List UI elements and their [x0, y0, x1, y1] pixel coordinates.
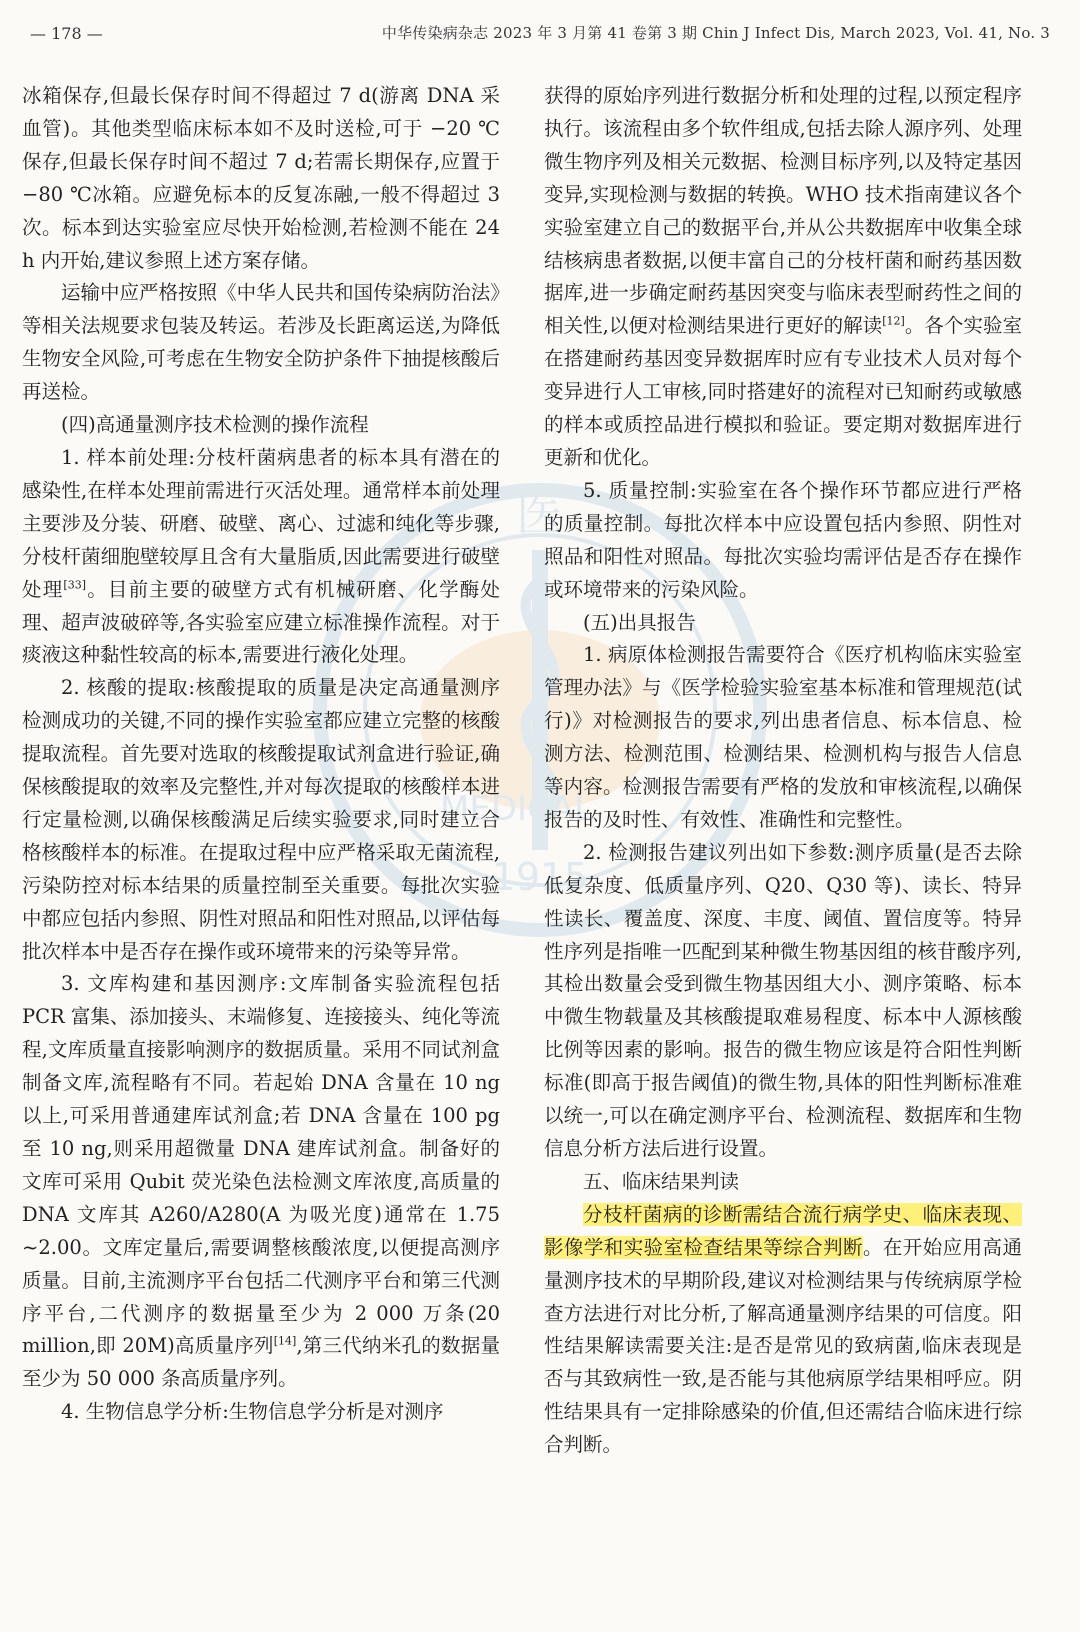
- page-header: [30, 18, 1050, 52]
- citation: [14]: [273, 1334, 297, 1348]
- right-column: [544, 80, 1022, 1462]
- watermark-char: 医: [515, 486, 565, 542]
- section-heading: 五、临床结果判读: [583, 1169, 740, 1193]
- paragraph: 4. 生物信息学分析:生物信息学分析是对测序: [61, 1400, 444, 1424]
- paragraph: 分枝杆菌病的诊断需结合流行病学史、临床表现、影像学和实验室检查结果等综合判断。在开始应用高通量测序技术的早期阶段,建议对检测结果与传统病原学检查方法进行对比分析,了解高通量测序结果的可信度。阳性结果解读需要关注:是否是常见的致病菌,临床表现是否与其致病性一致,是否能与其他病原学结果相呼应。阴性结果具有一定排除感染的价值,但还需结合临床进行综合判断。: [544, 1202, 1022, 1457]
- paragraph: 冰箱保存,但最长保存时间不得超过 7 d(游离 DNA 采血管)。其他类型临床标本如不及时送检,可于 −20 ℃保存,但最长保存时间不超过 7 d;若需长期保存,应置于 −80 ℃冰箱。应避免标本的反复冻融,一般不得超过 3 次。标本到达实验室应尽快开始检测,若检测不能在 24 h 内开始,建议参照上述方案存储。: [22, 84, 500, 272]
- paragraph: 5. 质量控制:实验室在各个操作环节都应进行严格的质量控制。每批次样本中应设置包括内参照、阴性对照品和阳性对照品。每批次实验均需评估是否存在操作或环境带来的污染风险。: [544, 478, 1022, 601]
- paragraph: 1. 样本前处理:分枝杆菌病患者的标本具有潜在的感染性,在样本处理前需进行灭活处理。通常样本前处理主要涉及分装、研磨、破壁、离心、过滤和纯化等步骤,分枝杆菌细胞壁较厚且含有大量脂质,因此需要进行破壁处理[33]。目前主要的破壁方式有机械研磨、化学酶处理、超声波破碎等,各实验室应建立标准操作流程。对于痰液这种黏性较高的标本,需要进行液化处理。: [22, 445, 500, 667]
- paragraph: 2. 核酸的提取:核酸提取的质量是决定高通量测序检测成功的关键,不同的操作实验室都应建立完整的核酸提取流程。首先要对选取的核酸提取试剂盒进行验证,确保核酸提取的效率及完整性,并对每次提取的核酸样本进行定量检测,以确保核酸满足后续实验要求,同时建立合格核酸样本的标准。在提取过程中应严格采取无菌流程,污染防控对标本结果的质量控制至关重要。每批次实验中都应包括内参照、阴性对照品和阳性对照品,以评估每批次样本中是否存在操作或环境带来的污染等异常。: [22, 676, 500, 963]
- paragraph: 1. 病原体检测报告需要符合《医疗机构临床实验室管理办法》与《医学检验实验室基本标准和管理规范(试行)》对检测报告的要求,列出患者信息、标本信息、检测方法、检测范围、检测结果、检测机构与报告人信息等内容。检测报告需要有严格的发放和审核流程,以确保报告的及时性、有效性、准确性和完整性。: [544, 643, 1022, 831]
- journal-title: 中华传染病杂志 2023 年 3 月第 41 卷第 3 期 Chin J Infect Dis, March 2023, Vol. 41, No. 3: [381, 24, 1050, 42]
- citation: [33]: [63, 578, 86, 592]
- paragraph: 运输中应严格按照《中华人民共和国传染病防治法》等相关法规要求包装及转运。若涉及长距离运送,为降低生物安全风险,可考虑在生物安全防护条件下抽提核酸后再送检。: [22, 281, 500, 404]
- page-number: — 178 —: [30, 24, 103, 43]
- watermark-year: 1915: [491, 855, 589, 899]
- section-heading: (四)高通量测序技术检测的操作流程: [61, 413, 369, 437]
- watermark-word: MEDICAL: [440, 789, 593, 829]
- highlighted-text: 分枝杆菌病的诊断需结合流行病学史、临床表现、影像学和实验室检查结果等综合判断: [544, 1202, 1022, 1259]
- paragraph: 获得的原始序列进行数据分析和处理的过程,以预定程序执行。该流程由多个软件组成,包括去除人源序列、处理微生物序列及相关元数据、检测目标序列,以及特定基因变异,实现检测与数据的转换。WHO 技术指南建议各个实验室建立自己的数据平台,并从公共数据库中收集全球结核病患者数据,以便丰富自己的分枝杆菌和耐药基因数据库,进一步确定耐药基因突变与临床表型耐药性之间的相关性,以便对检测结果进行更好的解读[12]。各个实验室在搭建耐药基因变异数据库时应有专业技术人员对每个变异进行人工审核,同时搭建好的流程对已知耐药或敏感的样本或质控品进行模拟和验证。要定期对数据库进行更新和优化。: [544, 84, 1022, 469]
- left-column: [22, 80, 500, 1429]
- section-heading: (五)出具报告: [583, 610, 696, 634]
- citation: [12]: [882, 314, 905, 328]
- paragraph: 3. 文库构建和基因测序:文库制备实验流程包括 PCR 富集、添加接头、末端修复、连接接头、纯化等流程,文库质量直接影响测序的数据质量。采用不同试剂盒制备文库,流程略有不同。若起始 DNA 含量在 10 ng 以上,可采用普通建库试剂盒;若 DNA 含量在 100 pg 至 10 ng,则采用超微量 DNA 建库试剂盒。制备好的文库可采用 Qubit 荧光染色法检测文库浓度,高质量的 DNA 文库其 A260/A280(A 为吸光度)通常在 1.75 ~2.00。文库定量后,需要调整核酸浓度,以便提高测序质量。目前,主流测序平台包括二代测序平台和第三代测序平台,二代测序的数据量至少为 2 000 万条(20 million,即 20M)高质量序列[14],第三代纳米孔的数据量至少为 50 000 条高质量序列。: [22, 972, 500, 1391]
- paragraph: 2. 检测报告建议列出如下参数:测序质量(是否去除低复杂度、低质量序列、Q20、Q30 等)、读长、特异性读长、覆盖度、深度、丰度、阈值、置信度等。特异性序列是指唯一匹配到某种微生物基因组的核苷酸序列,其检出数量会受到微生物基因组大小、测序策略、标本中微生物载量及其核酸提取难易程度、标本中人源核酸比例等因素的影响。报告的微生物应该是符合阳性判断标准(即高于报告阈值)的微生物,具体的阳性判断标准难以统一,可以在确定测序平台、检测流程、数据库和生物信息分析方法后进行设置。: [544, 840, 1022, 1160]
